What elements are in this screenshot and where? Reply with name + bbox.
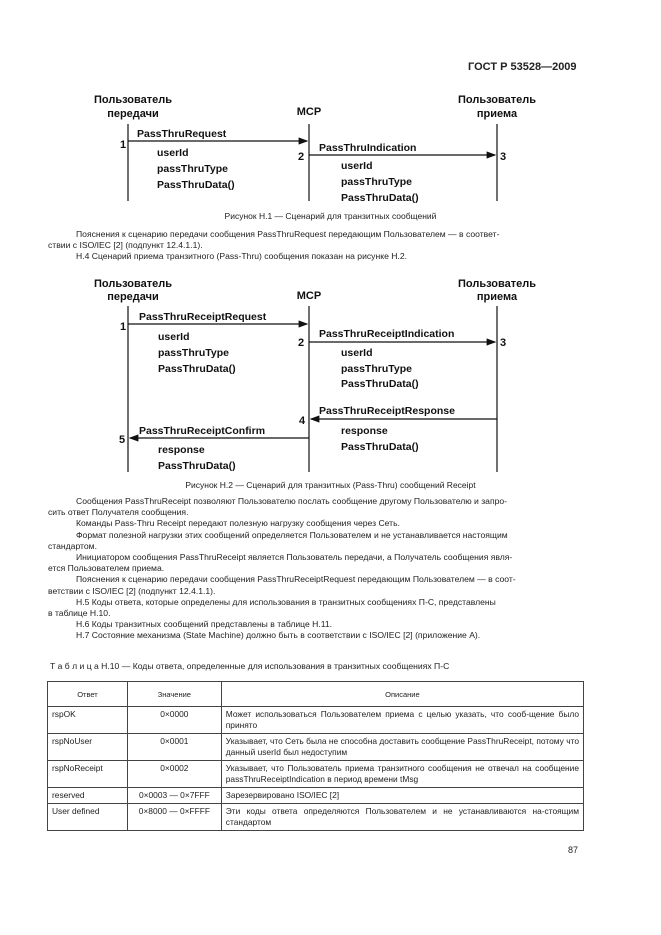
fig1-step-2: 2	[298, 151, 305, 163]
figure-2	[94, 278, 536, 472]
cell-description: Указывает, что Пользователь приема транзитного сообщения не отвечал на сообщение passThruReceiptIndication в период времени tMsg	[221, 761, 583, 788]
fig1-indication-param: passThruType	[341, 176, 412, 188]
fig2-request-param: passThruType	[158, 347, 229, 359]
fig2-confirm-param: response	[158, 444, 205, 456]
cell-code: rspNoReceipt	[48, 761, 128, 788]
fig1-step-3: 3	[500, 151, 507, 163]
para-line: Команды Pass-Thru Receipt передают полезную нагрузку сообщения через Сеть.	[76, 518, 400, 529]
fig2-indication-name: PassThruReceiptIndication	[319, 328, 455, 340]
fig2-step-2: 2	[298, 337, 305, 349]
para-line: ствии с ISO/IEC [2] (подпункт 12.4.1.1).	[48, 240, 203, 251]
cell-code: rspOK	[48, 707, 128, 734]
table-row	[48, 804, 584, 831]
cell-description: Указывает, что Сеть была не способна доставить сообщение PassThruReceipt, потому что данный userId был недоступим	[221, 734, 583, 761]
para-line: Н.6 Коды транзитных сообщений представлены в таблице Н.11.	[76, 619, 333, 630]
para-line: Формат полезной нагрузки этих сообщений определяется Пользователем и не устанавливается настоящим	[76, 529, 508, 540]
para-line: ется Пользователем приема.	[48, 563, 165, 574]
fig2-request-param: PassThruData()	[158, 363, 236, 375]
fig2-receiver-line1: Пользователь	[457, 278, 537, 290]
response-codes-table	[47, 681, 584, 831]
fig1-indication-param: PassThruData()	[341, 192, 419, 204]
paragraph-block-2	[48, 496, 583, 642]
figure-1	[94, 94, 536, 204]
cell-description: Может использоваться Пользователем приема с целью указать, что сооб-щение было принято	[221, 707, 583, 734]
fig1-request-param: PassThruData()	[157, 179, 235, 191]
cell-code: rspNoUser	[48, 734, 128, 761]
fig2-response-name: PassThruReceiptResponse	[319, 405, 455, 417]
fig1-receiver-line2: приема	[476, 108, 518, 120]
para-line: Н.7 Состояние механизма (State Machine) должно быть в соответствии с ISO/IEC [2] (приложение А).	[76, 630, 481, 641]
fig1-request-param: userId	[157, 147, 189, 159]
cell-value: 0×0000	[127, 707, 221, 734]
para-line: Н.5 Коды ответа, которые определены для использования в транзитных сообщениях П-С, представлены	[76, 596, 496, 607]
fig1-request-name: PassThruRequest	[137, 128, 227, 140]
cell-value: 0×0003 — 0×7FFF	[127, 788, 221, 804]
cell-value: 0×0001	[127, 734, 221, 761]
fig2-indication-param: passThruType	[341, 363, 412, 375]
cell-description: Эти коды ответа определяются Пользователем и не устанавливаются на-стоящим стандартом	[221, 804, 583, 831]
fig2-mcp-label: MCP	[296, 290, 322, 302]
cell-description: Зарезервировано ISO/IEC [2]	[221, 788, 583, 804]
fig2-confirm-param: PassThruData()	[158, 460, 236, 472]
para-line: в таблице Н.10.	[48, 608, 111, 619]
page-number: 87	[568, 845, 579, 855]
para-line: сить ответ Получателя сообщения.	[48, 507, 189, 518]
para-line: Пояснения к сценарию передачи сообщения PassThruRequest передающим Пользователем — в соответ-	[76, 229, 500, 239]
fig2-request-name: PassThruReceiptRequest	[139, 311, 267, 323]
paragraph-block-1	[48, 229, 583, 263]
header-cell-description: Описание	[221, 682, 583, 707]
fig2-request-param: userId	[158, 331, 190, 343]
standard-header: ГОСТ Р 53528—2009	[468, 61, 577, 73]
fig1-indication-param: userId	[341, 160, 373, 172]
table-title: Т а б л и ц а Н.10 — Коды ответа, определенные для использования в транзитных сообщениях П-С	[50, 661, 450, 671]
table-row	[48, 707, 584, 734]
fig1-mcp-label: MCP	[296, 106, 322, 118]
table-header-row	[48, 682, 584, 707]
para-line: ветствии с ISO/IEC [2] (подпункт 12.4.1.1).	[48, 585, 216, 596]
para-line: стандартом.	[48, 540, 97, 551]
fig2-indication-param: userId	[341, 347, 373, 359]
fig2-confirm-name: PassThruReceiptConfirm	[139, 425, 266, 437]
fig2-step-5: 5	[119, 434, 126, 446]
fig1-sender-line1: Пользователь	[93, 94, 173, 106]
figure-2-caption: Рисунок Н.2 — Сценарий для транзитных (Pass-Thru) сообщений Receipt	[185, 480, 476, 490]
fig1-indication-name: PassThruIndication	[319, 142, 417, 154]
figure-1-caption: Рисунок Н.1 — Сценарий для транзитных сообщений	[224, 211, 437, 221]
fig1-receiver-line1: Пользователь	[457, 94, 537, 106]
fig2-step-3: 3	[500, 337, 507, 349]
fig2-step-4: 4	[299, 415, 306, 427]
header-cell-value: Значение	[127, 682, 221, 707]
para-line: Пояснения к сценарию передачи сообщения PassThruReceiptRequest передающим Пользователем — в соот-	[76, 574, 516, 585]
para-line: Инициатором сообщения PassThruReceipt является Пользователь передачи, а Получатель сообщения явля-	[76, 552, 513, 563]
fig1-request-param: passThruType	[157, 163, 228, 175]
table-row	[48, 788, 584, 804]
fig1-step-1: 1	[120, 139, 127, 151]
cell-code: User defined	[48, 804, 128, 831]
para-line: Сообщения PassThruReceipt позволяют Пользователю послать сообщение другому Пользователю и запро-	[76, 496, 508, 506]
table-row	[48, 761, 584, 788]
cell-code: reserved	[48, 788, 128, 804]
fig2-step-1: 1	[120, 321, 127, 333]
fig2-sender-line1: Пользователь	[93, 278, 173, 290]
table-row	[48, 734, 584, 761]
fig2-sender-line2: передачи	[107, 291, 159, 303]
fig1-sender-line2: передачи	[107, 108, 159, 120]
fig2-response-param: response	[341, 425, 388, 437]
fig2-response-param: PassThruData()	[341, 441, 419, 453]
header-cell-response: Ответ	[48, 682, 128, 707]
cell-value: 0×0002	[127, 761, 221, 788]
cell-value: 0×8000 — 0×FFFF	[127, 804, 221, 831]
para-line: Н.4 Сценарий приема транзитного (Pass-Thru) сообщения показан на рисунке Н.2.	[76, 251, 408, 262]
fig2-receiver-line2: приема	[476, 291, 518, 303]
fig2-indication-param: PassThruData()	[341, 378, 419, 390]
